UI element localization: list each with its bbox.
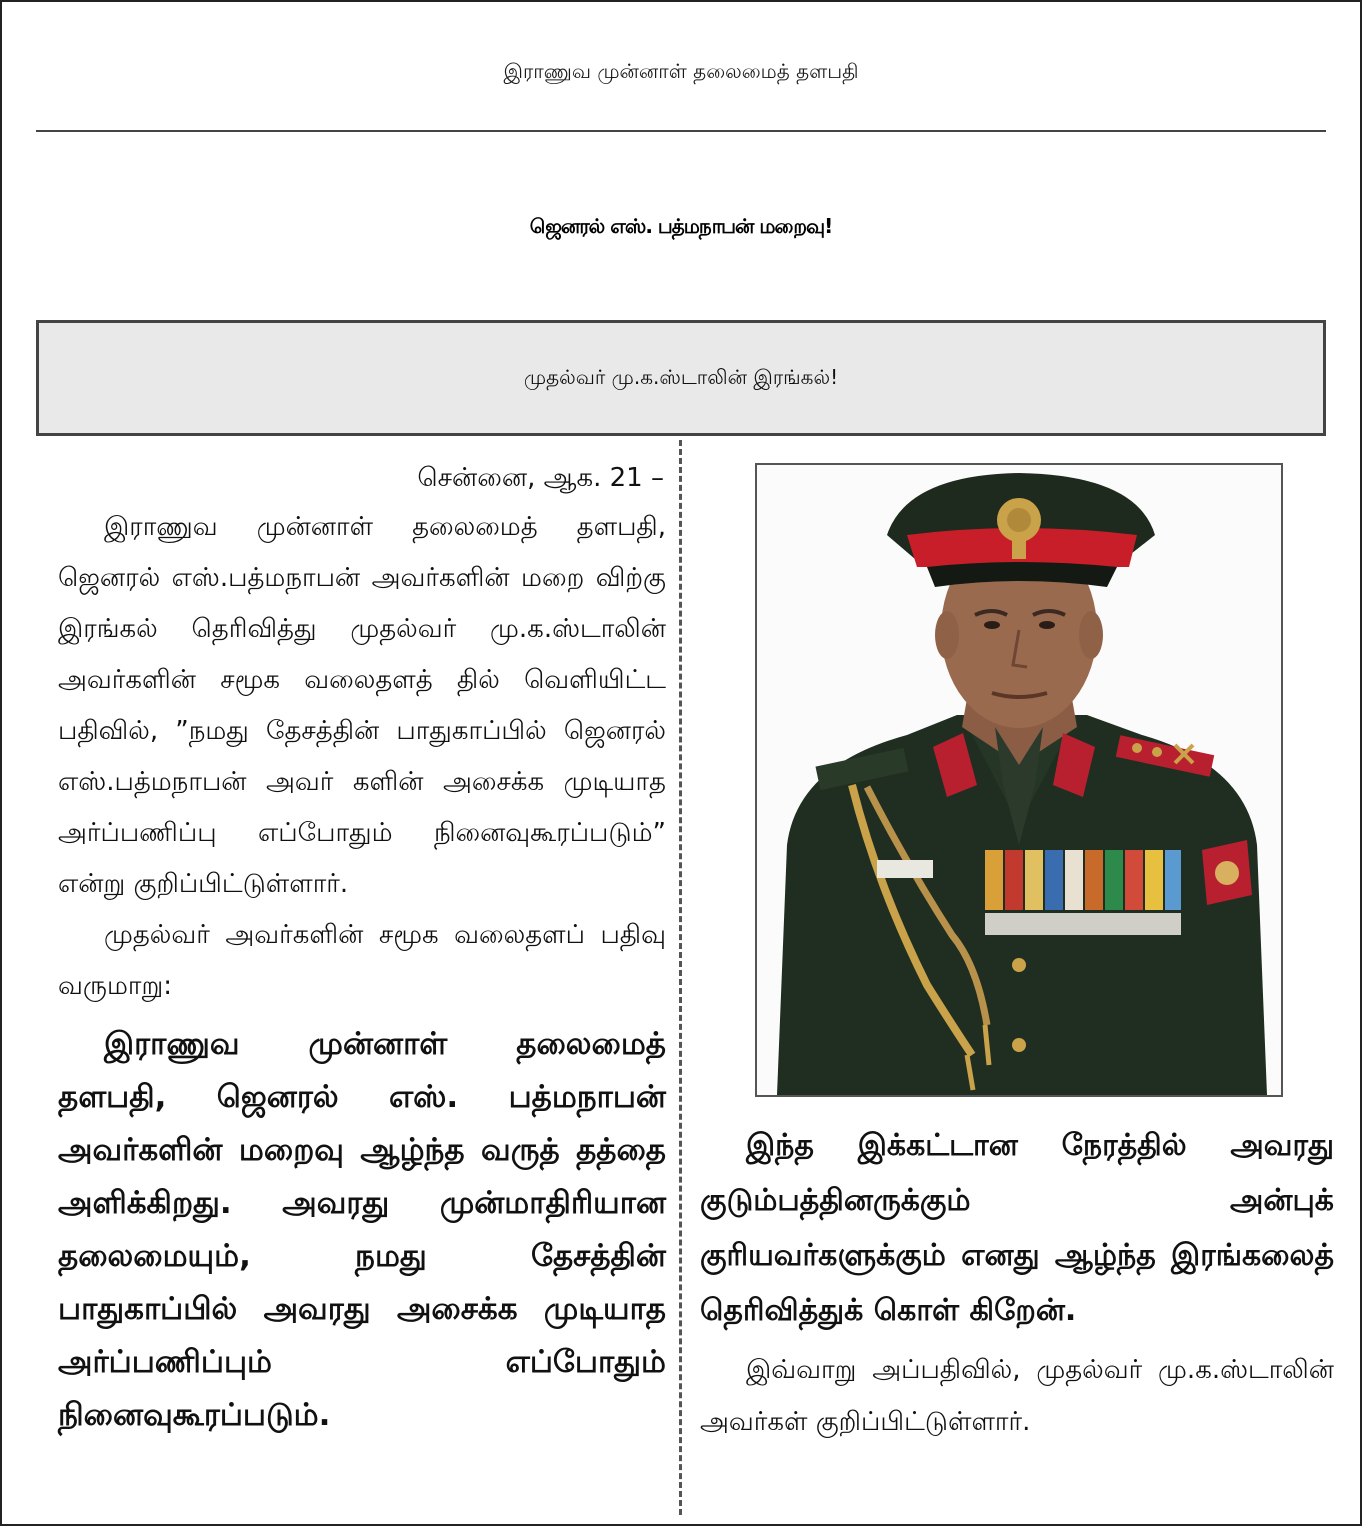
quote-paragraph: இராணுவ முன்னாள் தலைமைத் தளபதி, ஜெனரல் எஸ். பத்மநாபன் அவர்களின் மறைவு ஆழ்ந்த வருத் தத்தை அளிக்கிறது. அவரது முன்மாதிரியான தலைமையும், நமது தேசத்தின் பாதுகாப்பில் அவரது அசைக்க முடியாத அர்ப்பணிப்பும் எப்போதும் நினைவுகூரப்படும். [58, 1026, 666, 1433]
body-paragraph-2: முதல்வர் அவர்களின் சமூக வலைதளப் பதிவு வருமாறு: [58, 920, 666, 1001]
kicker-heading: இராணுவ முன்னாள் தலைமைத் தளபதி [503, 58, 859, 83]
subheadline: முதல்வர் மு.க.ஸ்டாலின் இரங்கல்! [523, 364, 839, 389]
medal-ribbons [985, 850, 1181, 935]
left-column [58, 454, 666, 1442]
closing-paragraph: இவ்வாறு அப்பதிவில், முதல்வர் மு.க.ஸ்டாலின் அவர்கள் குறிப்பிட்டுள்ளார். [700, 1355, 1334, 1437]
portrait-illustration [757, 465, 1281, 1095]
headline: ஜெனரல் எஸ். பத்மநாபன் மறைவு! [529, 213, 833, 238]
general-portrait-photo [755, 463, 1283, 1097]
body-paragraph-1: இராணுவ முன்னாள் தலைமைத் தளபதி, ஜெனரல் எஸ்.பத்மநாபன் அவர்களின் மறை விற்கு இரங்கல் தெரிவித்து முதல்வர் மு.க.ஸ்டாலின் அவர்களின் சமூக வலைதளத் தில் வெளியிட்ட பதிவில், ”நமது தேசத்தின் பாதுகாப்பில் ஜெனரல் எஸ்.பத்மநாபன் அவர் களின் அசைக்க முடியாத அர்ப்பணிப்பு எப்போதும் நினைவுகூரப்படும்” என்று குறிப்பிட்டுள்ளார். [58, 512, 666, 899]
quote-continuation: இந்த இக்கட்டான நேரத்தில் அவரது குடும்பத்தினருக்கும் அன்புக் குரியவர்களுக்கும் எனது ஆழ்ந்த இரங்கலைத் தெரிவித்துக் கொள் கிறேன். [700, 1128, 1334, 1328]
column-divider [679, 440, 682, 1515]
dateline: சென்னை, ஆக. 21 – [417, 463, 664, 493]
kicker-rule [36, 130, 1326, 132]
subheadline-box [36, 320, 1326, 436]
right-column [700, 1118, 1334, 1448]
